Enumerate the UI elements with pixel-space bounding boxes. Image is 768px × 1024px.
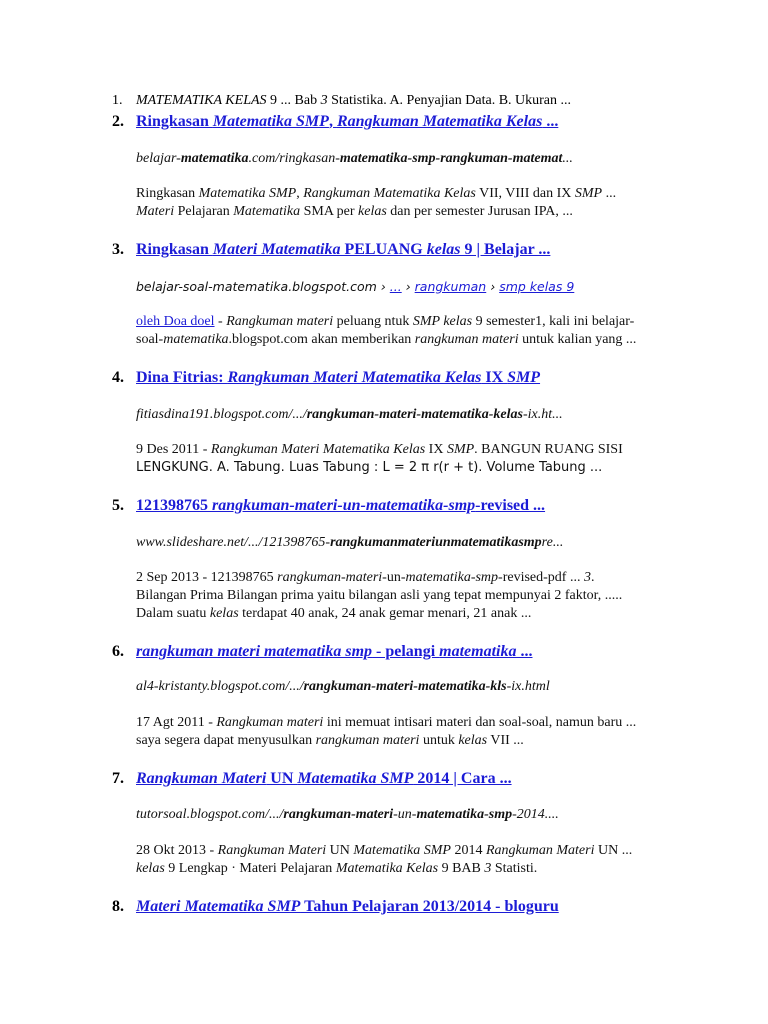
result-number: 5. — [112, 497, 124, 514]
result-title-link[interactable]: Materi Matematika SMP Tahun Pelajaran 2013/2014 - bloguru — [136, 898, 559, 915]
result-number: 1. — [112, 93, 123, 108]
result-snippet — [136, 313, 676, 349]
snippet-line: Bilangan Prima Bilangan prima yaitu bilangan asli yang tepat mempunyai 2 faktor, ..... — [136, 588, 623, 603]
breadcrumb-link[interactable]: rangkuman — [414, 279, 487, 294]
snippet-line: Materi Pelajaran Matematika SMA per kelas dan per semester Jurusan IPA, ... — [136, 204, 573, 219]
snippet-line: saya segera dapat menyusulkan rangkuman materi untuk kelas VII ... — [136, 733, 524, 748]
result-url: belajar-matematika.com/ringkasan-matematika-smp-rangkuman-matemat... — [136, 151, 573, 166]
result-snippet — [136, 842, 676, 878]
result-number: 2. — [112, 113, 124, 130]
snippet-line: LENGKUNG. A. Tabung. Luas Tabung : L = 2 π r(r + t). Volume Tabung ... — [136, 460, 603, 475]
result-text: MATEMATIKA KELAS 9 ... Bab 3 Statistika. A. Penyajian Data. B. Ukuran ... — [136, 93, 572, 108]
result-url: fitiasdina191.blogspot.com/.../rangkuman-materi-matematika-kelas-ix.ht... — [136, 407, 563, 422]
snippet-line: oleh Doa doel - Rangkuman materi peluang ntuk SMP kelas 9 semester1, kali ini belajar- — [136, 314, 635, 329]
result-number: 8. — [112, 898, 124, 915]
result-title-link[interactable]: Dina Fitrias: Rangkuman Materi Matematika Kelas IX SMP — [136, 369, 541, 386]
result-number: 7. — [112, 770, 124, 787]
snippet-line: Ringkasan Matematika SMP, Rangkuman Matematika Kelas VII, VIII dan IX SMP ... — [136, 186, 617, 201]
result-snippet — [136, 569, 676, 623]
result-number: 6. — [112, 643, 124, 660]
result-snippet — [136, 714, 676, 750]
snippet-line: 9 Des 2011 - Rangkuman Materi Matematika Kelas IX SMP. BANGUN RUANG SISI — [136, 442, 623, 457]
snippet-line: kelas 9 Lengkap · Materi Pelajaran Matematika Kelas 9 BAB 3 Statisti. — [136, 861, 538, 876]
result-url: al4-kristanty.blogspot.com/.../rangkuman-materi-matematika-kls-ix.html — [136, 679, 550, 694]
result-url: tutorsoal.blogspot.com/.../rangkuman-materi-un-matematika-smp-2014.... — [136, 807, 559, 822]
result-snippet — [136, 441, 676, 477]
author-link[interactable]: oleh Doa doel — [136, 314, 215, 329]
snippet-line: 17 Agt 2011 - Rangkuman materi ini memuat intisari materi dan soal-soal, namun baru ... — [136, 715, 637, 730]
snippet-line: 28 Okt 2013 - Rangkuman Materi UN Matematika SMP 2014 Rangkuman Materi UN ... — [136, 843, 633, 858]
snippet-line: soal-matematika.blogspot.com akan memberikan rangkuman materi untuk kalian yang ... — [136, 332, 637, 347]
result-title-link[interactable]: Ringkasan Materi Matematika PELUANG kelas 9 | Belajar ... — [136, 241, 551, 258]
result-url: belajar-soal-matematika.blogspot.com › ... › rangkuman › smp kelas 9 — [136, 279, 575, 294]
result-number: 3. — [112, 241, 124, 258]
result-title-link[interactable]: Rangkuman Materi UN Matematika SMP 2014 | Cara ... — [136, 770, 512, 787]
result-url: www.slideshare.net/.../121398765-rangkumanmateriunmatematikasmpre... — [136, 535, 564, 550]
result-title-link[interactable]: 121398765 rangkuman-materi-un-matematika-smp-revised ... — [136, 497, 546, 514]
result-title-link[interactable]: rangkuman materi matematika smp - pelangi matematika ... — [136, 643, 533, 660]
snippet-line: 2 Sep 2013 - 121398765 rangkuman-materi-un-matematika-smp-revised-pdf ... 3. — [136, 570, 595, 585]
result-title-link[interactable]: Ringkasan Matematika SMP, Rangkuman Matematika Kelas ... — [136, 113, 559, 130]
snippet-line: Dalam suatu kelas terdapat 40 anak, 24 anak gemar menari, 21 anak ... — [136, 606, 532, 621]
result-snippet — [136, 185, 676, 221]
result-number: 4. — [112, 369, 124, 386]
breadcrumb-link[interactable]: smp kelas 9 — [499, 279, 575, 294]
